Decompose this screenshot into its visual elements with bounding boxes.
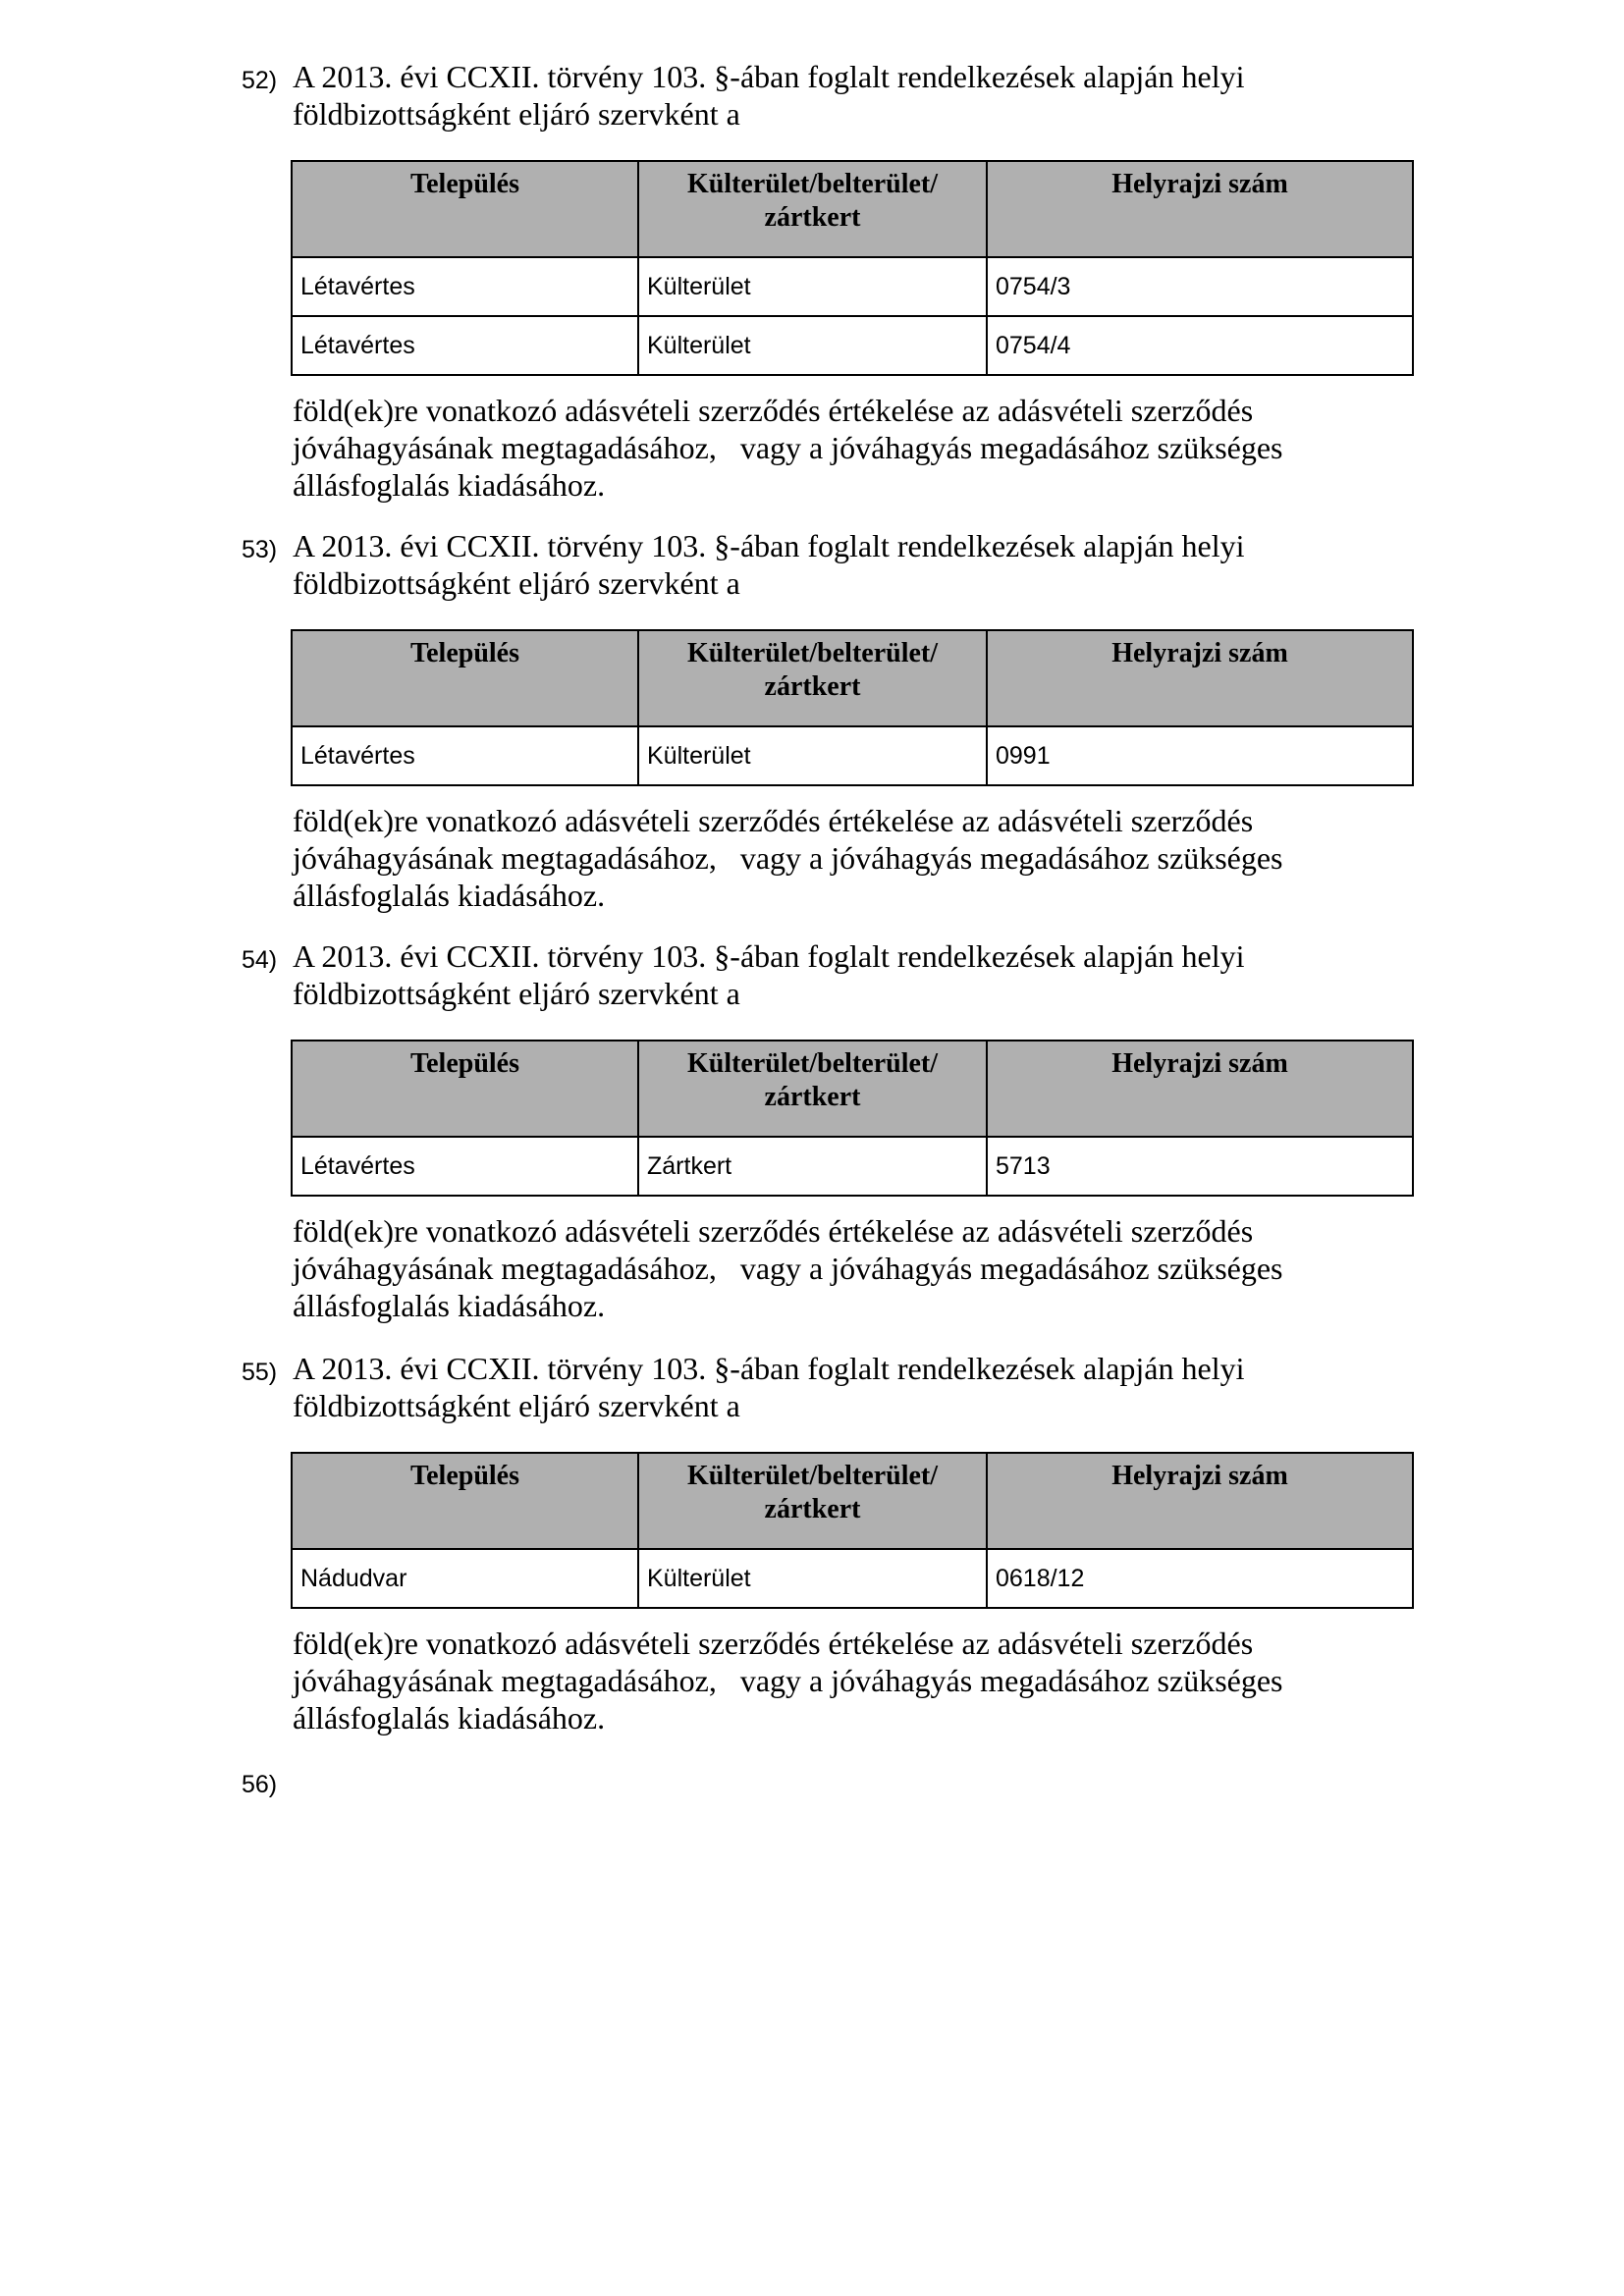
- cell-settlement: Létavértes: [292, 257, 638, 316]
- section-paragraph: [293, 392, 1422, 504]
- paragraph-line: jóváhagyásának megtagadásához, vagy a jóváhagyás megadásához szükséges: [293, 1663, 1283, 1698]
- cell-parcel: 0754/4: [987, 316, 1413, 375]
- cell-area-type: Külterület: [638, 316, 987, 375]
- heading-line: A 2013. évi CCXII. törvény 103. §-ában foglalt rendelkezések alapján helyi: [293, 528, 1245, 563]
- item-number: 53): [242, 536, 278, 563]
- cell-settlement: Létavértes: [292, 726, 638, 785]
- header-parcel-number: Helyrajzi szám: [987, 1453, 1413, 1549]
- paragraph-line: állásfoglalás kiadásához.: [293, 1288, 606, 1323]
- cell-parcel: 0991: [987, 726, 1413, 785]
- item-number: 56): [242, 1771, 278, 1798]
- section-heading: [293, 58, 1422, 133]
- heading-line: A 2013. évi CCXII. törvény 103. §-ában foglalt rendelkezések alapján helyi: [293, 938, 1245, 974]
- heading-line: A 2013. évi CCXII. törvény 103. §-ában foglalt rendelkezések alapján helyi: [293, 59, 1245, 94]
- paragraph-line: föld(ek)re vonatkozó adásvételi szerződés értékelése az adásvételi szerződés: [293, 1626, 1254, 1661]
- header-parcel-number: Helyrajzi szám: [987, 630, 1413, 726]
- item-number: 54): [242, 946, 278, 974]
- land-table: [291, 160, 1414, 376]
- header-area-type-line1: Külterület/belterület/: [686, 1048, 939, 1079]
- cell-settlement: Létavértes: [292, 316, 638, 375]
- heading-line: A 2013. évi CCXII. törvény 103. §-ában foglalt rendelkezések alapján helyi: [293, 1351, 1245, 1386]
- heading-line: földbizottságként eljáró szervként a: [293, 1388, 740, 1423]
- cell-area-type: Zártkert: [638, 1137, 987, 1196]
- section-54: [0, 937, 1624, 1324]
- header-settlement: Település: [292, 630, 638, 726]
- section-heading: [293, 937, 1422, 1012]
- paragraph-line: jóváhagyásának megtagadásához, vagy a jóváhagyás megadásához szükséges: [293, 840, 1283, 876]
- table-row: [292, 1549, 1413, 1608]
- section-55: [0, 1350, 1624, 1736]
- header-area-type: [638, 161, 987, 257]
- cell-area-type: Külterület: [638, 1549, 987, 1608]
- land-table: [291, 1452, 1414, 1609]
- paragraph-line: állásfoglalás kiadásához.: [293, 878, 606, 913]
- land-table: [291, 629, 1414, 786]
- section-52: [0, 58, 1624, 504]
- header-settlement: Település: [292, 161, 638, 257]
- heading-line: földbizottságként eljáró szervként a: [293, 976, 740, 1011]
- table-row: [292, 257, 1413, 316]
- cell-parcel: 0754/3: [987, 257, 1413, 316]
- table-header-row: [292, 1453, 1413, 1549]
- cell-parcel: 5713: [987, 1137, 1413, 1196]
- header-parcel-number: Helyrajzi szám: [987, 1041, 1413, 1137]
- cell-area-type: Külterület: [638, 257, 987, 316]
- cell-area-type: Külterület: [638, 726, 987, 785]
- paragraph-line: jóváhagyásának megtagadásához, vagy a jóváhagyás megadásához szükséges: [293, 1251, 1283, 1286]
- paragraph-line: föld(ek)re vonatkozó adásvételi szerződés értékelése az adásvételi szerződés: [293, 803, 1254, 838]
- header-area-type: [638, 1453, 987, 1549]
- header-area-type-line2: zártkert: [764, 671, 861, 702]
- cell-parcel: 0618/12: [987, 1549, 1413, 1608]
- header-settlement: Település: [292, 1453, 638, 1549]
- table-row: [292, 726, 1413, 785]
- table-header-row: [292, 630, 1413, 726]
- land-table: [291, 1040, 1414, 1197]
- item-number: 55): [242, 1359, 278, 1386]
- header-area-type-line1: Külterület/belterület/: [686, 1461, 939, 1491]
- table-row: [292, 316, 1413, 375]
- header-area-type: [638, 1041, 987, 1137]
- section-paragraph: [293, 1625, 1422, 1736]
- header-area-type-line1: Külterület/belterület/: [686, 169, 939, 199]
- header-settlement: Település: [292, 1041, 638, 1137]
- header-area-type-line2: zártkert: [764, 1082, 861, 1112]
- header-area-type: [638, 630, 987, 726]
- header-area-type-line1: Külterület/belterület/: [686, 638, 939, 668]
- paragraph-line: föld(ek)re vonatkozó adásvételi szerződés értékelése az adásvételi szerződés: [293, 1213, 1254, 1249]
- paragraph-line: állásfoglalás kiadásához.: [293, 467, 606, 503]
- header-parcel-number: Helyrajzi szám: [987, 161, 1413, 257]
- section-53: [0, 527, 1624, 914]
- header-area-type-line2: zártkert: [764, 1494, 861, 1524]
- section-paragraph: [293, 1212, 1422, 1324]
- section-paragraph: [293, 802, 1422, 914]
- cell-settlement: Nádudvar: [292, 1549, 638, 1608]
- header-area-type-line2: zártkert: [764, 202, 861, 233]
- paragraph-line: föld(ek)re vonatkozó adásvételi szerződés értékelése az adásvételi szerződés: [293, 393, 1254, 428]
- section-heading: [293, 527, 1422, 602]
- paragraph-line: jóváhagyásának megtagadásához, vagy a jóváhagyás megadásához szükséges: [293, 430, 1283, 465]
- section-heading: [293, 1350, 1422, 1424]
- paragraph-line: állásfoglalás kiadásához.: [293, 1700, 606, 1735]
- table-header-row: [292, 1041, 1413, 1137]
- table-row: [292, 1137, 1413, 1196]
- heading-line: földbizottságként eljáró szervként a: [293, 96, 740, 132]
- table-header-row: [292, 161, 1413, 257]
- heading-line: földbizottságként eljáró szervként a: [293, 565, 740, 601]
- cell-settlement: Létavértes: [292, 1137, 638, 1196]
- item-number: 52): [242, 67, 278, 94]
